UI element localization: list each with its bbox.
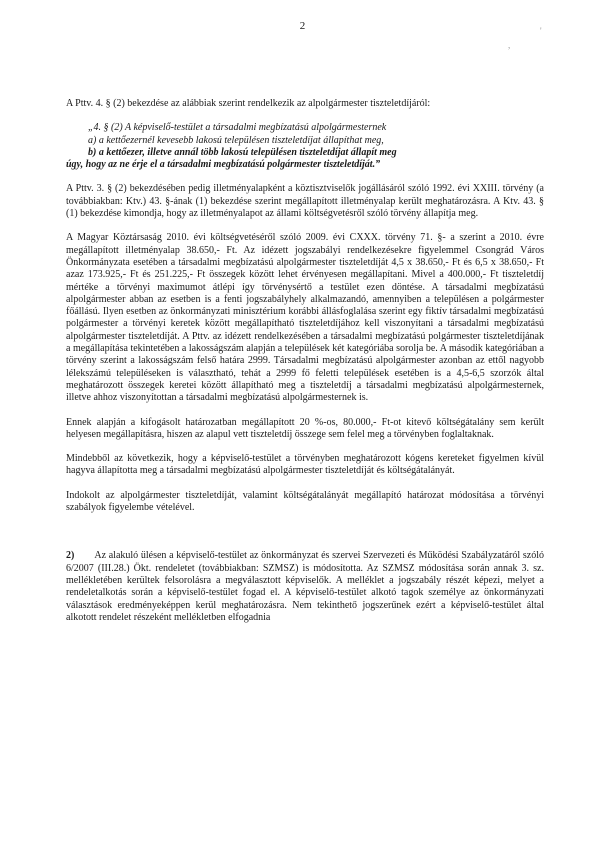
numbered-paragraph-text: Az alakuló ülésen a képviselő-testület az önkormányzat és szervei Szervezeti és Működési Szabályzatáról szóló 6/2007 (III.28.) Ökt. rendeletet (továbbiakban: SZMSZ) is módosította. Az SZMSZ módosítása során annak 3. sz. mellékletében kerültek felsorolásra a megválasztott képviselők. A melléklet a jogszabály részét képezi, melyet a rendeletalkotás során a képviselő-testület fogad el. A képviselő-testület alkotó tagok személye az önkormányzati választások eredményeképpen kerül meghatározásra. Nem tekinthető jogszerűnek ezért a képviselő-testület által alkotott rendelet részeként mellékletben elfogadnia: [66, 550, 544, 623]
quote-line: a) a kettőezernél kevesebb lakosú településen tiszteletdíjat állapíthat meg,: [88, 134, 384, 146]
quote-bold-line: úgy, hogy az ne érje el a társadalmi megbízatású polgármester tiszteletdíját.”: [66, 159, 381, 171]
body-paragraph: A Pttv. 3. § (2) bekezdésében pedig illetményalapként a köztisztviselők jogállásáról szóló 1992. évi XXIII. törvény (a továbbiakban: Ktv.) 43. §-ának (1) bekezdése szerint megállapított illetményalap került meghatározásra. A Ktv. 43. § (1) bekezdése kimondja, hogy az illetményalapot az állami költségvetésről szóló törvény állapítja meg.: [66, 183, 544, 220]
quote-line: „4. § (2) A képviselő-testület a társadalmi megbízatású alpolgármesternek: [88, 122, 387, 134]
body-paragraph: A Magyar Köztársaság 2010. évi költségvetéséről szóló 2009. évi CXXX. törvény 71. §- a szerint a 2010. évre megállapított illetményalap 38.650,- Ft. Az idézett jogszabályi rendelkezésekre figyelemmel Csongrád Város Önkormányzata esetében a társadalmi megbízatású alpolgármester tiszteletdíját 4,5 x 38.650,- Ft és 6,5 x 38.650,- Ft azaz 173.925,- Ft és 251.225,- Ft összegek között lehet érvényesen megállapítani. Mivel a 400.000,- Ft tiszteletdíj mértéke a törvényi maximumot átlépi így törvénysértő a testület ezen döntése. A társadalmi megbízatású alpolgármester abban az esetben is a fenti jogszabályhely alkalmazandó, amennyiben a településen a polgármester főállású. Ilyen esetben az önkormányzati minisztérium korábbi állásfoglalása szerint egy fiktív társadalmi megbízatású polgármester a törvényi keretek között megállapítható tiszteletdíjához kell viszonyítani a társadalmi megbízatású alpolgármester tiszteletdíját. A Pttv. az idézett rendelkezésében a társadalmi megbízatású polgármester tiszteletdíjának a megállapítása tekintetében a lakosságszám alapján a települések két kategóriába sorolja be. A második kategóriában a törvény szerint a lakosságszám felső határa 2999. Társadalmi megbízatású alpolgármester azonban az ettől nagyobb lélekszámú településeken is választható, tehát a 2999 fő feletti települések esetében is a 4,5-6,5 szorzók által meghatározott összegek keretei között állapítható meg a tiszteletdíj a társadalmi megbízatású alpolgármesternek, illetve ahhoz viszonyítottan a társadalmi megbízatású alpolgármesternek is.: [66, 232, 544, 404]
scan-speck: ': [540, 26, 542, 36]
intro-paragraph: A Pttv. 4. § (2) bekezdése az alábbiak szerint rendelkezik az alpolgármester tiszteletdíjáról:: [66, 98, 431, 109]
item-number: 2): [66, 550, 75, 562]
numbered-paragraph: [66, 550, 544, 624]
body-paragraph: Indokolt az alpolgármester tiszteletdíját, valamint költségátalányát megállapító határozat módosítása a törvényi szabályok figyelembe vételével.: [66, 489, 544, 514]
legal-quote: [66, 122, 544, 171]
quote-bold-line: b) a kettőezer, illetve annál több lakosú településen tiszteletdíjat állapít meg: [88, 146, 397, 158]
body-paragraph: Mindebből az következik, hogy a képviselő-testület a törvényben meghatározott kógens kereteket figyelmen kívül hagyva állapította meg a társadalmi megbízatású alpolgármester tiszteletdíját és költségátalányát.: [66, 453, 544, 477]
page-number: 2: [299, 20, 306, 32]
scan-speck: ,: [508, 40, 511, 50]
body-paragraph: Ennek alapján a kifogásolt határozatban megállapított 20 %-os, 80.000,- Ft-ot kitevő költségátalány sem került helyesen megállapításra, hiszen az alapul vett tiszteletdíj összege sem felel meg a törvényben foglaltaknak.: [66, 416, 544, 440]
document-body: [66, 98, 544, 636]
